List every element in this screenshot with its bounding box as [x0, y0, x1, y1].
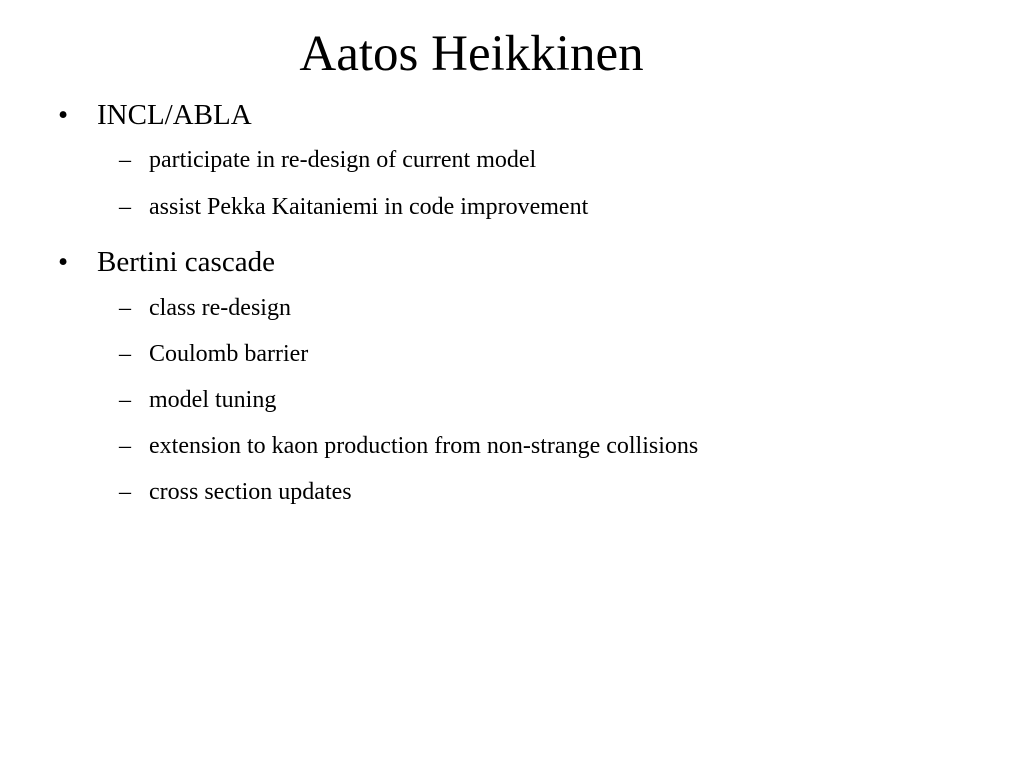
bullet-marker: •	[58, 99, 69, 131]
dash-marker: –	[119, 479, 131, 505]
dash-marker: –	[119, 194, 131, 220]
sub-bullet-text: participate in re-design of current model	[149, 147, 537, 173]
sub-bullet-text: assist Pekka Kaitaniemi in code improvement	[149, 194, 589, 220]
sub-bullet-text: model tuning	[149, 387, 277, 413]
dash-marker: –	[119, 147, 131, 173]
sub-bullet-text: Coulomb barrier	[149, 341, 309, 367]
sub-bullet-text: class re-design	[149, 295, 291, 321]
bullet-heading: INCL/ABLA	[97, 99, 252, 131]
sub-bullet-text: cross section updates	[149, 479, 352, 505]
bullet-marker: •	[58, 246, 69, 278]
dash-marker: –	[119, 387, 131, 413]
bullet-heading: Bertini cascade	[97, 246, 275, 278]
dash-marker: –	[119, 295, 131, 321]
slide-title: Aatos Heikkinen	[299, 26, 644, 82]
sub-bullet-text: extension to kaon production from non-strange collisions	[149, 433, 699, 459]
dash-marker: –	[119, 433, 131, 459]
dash-marker: –	[119, 341, 131, 367]
